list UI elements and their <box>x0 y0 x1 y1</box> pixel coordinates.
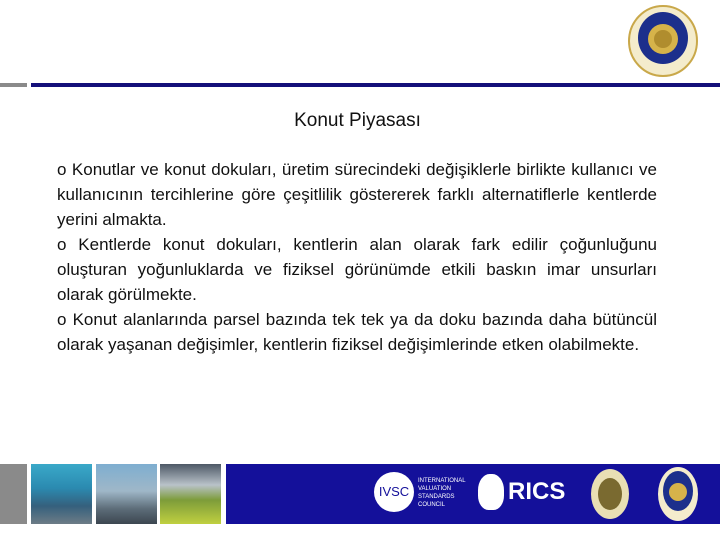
bullet-paragraph: o Konut alanlarında parsel bazında tek tek ya da doku bazında daha bütüncül olarak yaşanan değişimler, kentlerin fiziksel değişimlerinde etken olabilmekte. <box>57 310 657 354</box>
city-skyline-photo <box>31 464 92 524</box>
slide-body <box>57 157 657 357</box>
rics-logo: RICS <box>508 478 566 505</box>
bullet-paragraph: o Kentlerde konut dokuları, kentlerin alan olarak fark edilir çoğunluğunu oluşturan yoğunluklarda ve fiziksel görünümde etkili baskın imar unsurları olarak görülmekte. <box>57 235 657 304</box>
ivsc-text: INTERNATIONAL VALUATION STANDARDS COUNCIL <box>418 478 466 508</box>
ankara-university-seal <box>657 466 699 522</box>
footer-logo-band <box>226 464 720 524</box>
towers-photo <box>96 464 157 524</box>
ivsc-logo: IVSC <box>374 472 414 512</box>
ankara-university-logo <box>627 5 699 77</box>
header-blue-bar <box>31 83 720 87</box>
seal-logo <box>590 468 630 520</box>
rics-lion-icon <box>478 474 504 510</box>
footer-gray-block <box>0 464 27 524</box>
slide-title: Konut Piyasası <box>294 110 421 131</box>
bullet-paragraph: o Konutlar ve konut dokuları, üretim sürecindeki değişiklerle birlikte kullanıcı ve kullanıcının tercihlerine göre çeşitlilik göstererek farklı alternatiflerle kentlerde yerini almakta. <box>57 160 657 229</box>
field-landscape-photo <box>160 464 221 524</box>
header-gray-bar <box>0 83 27 87</box>
